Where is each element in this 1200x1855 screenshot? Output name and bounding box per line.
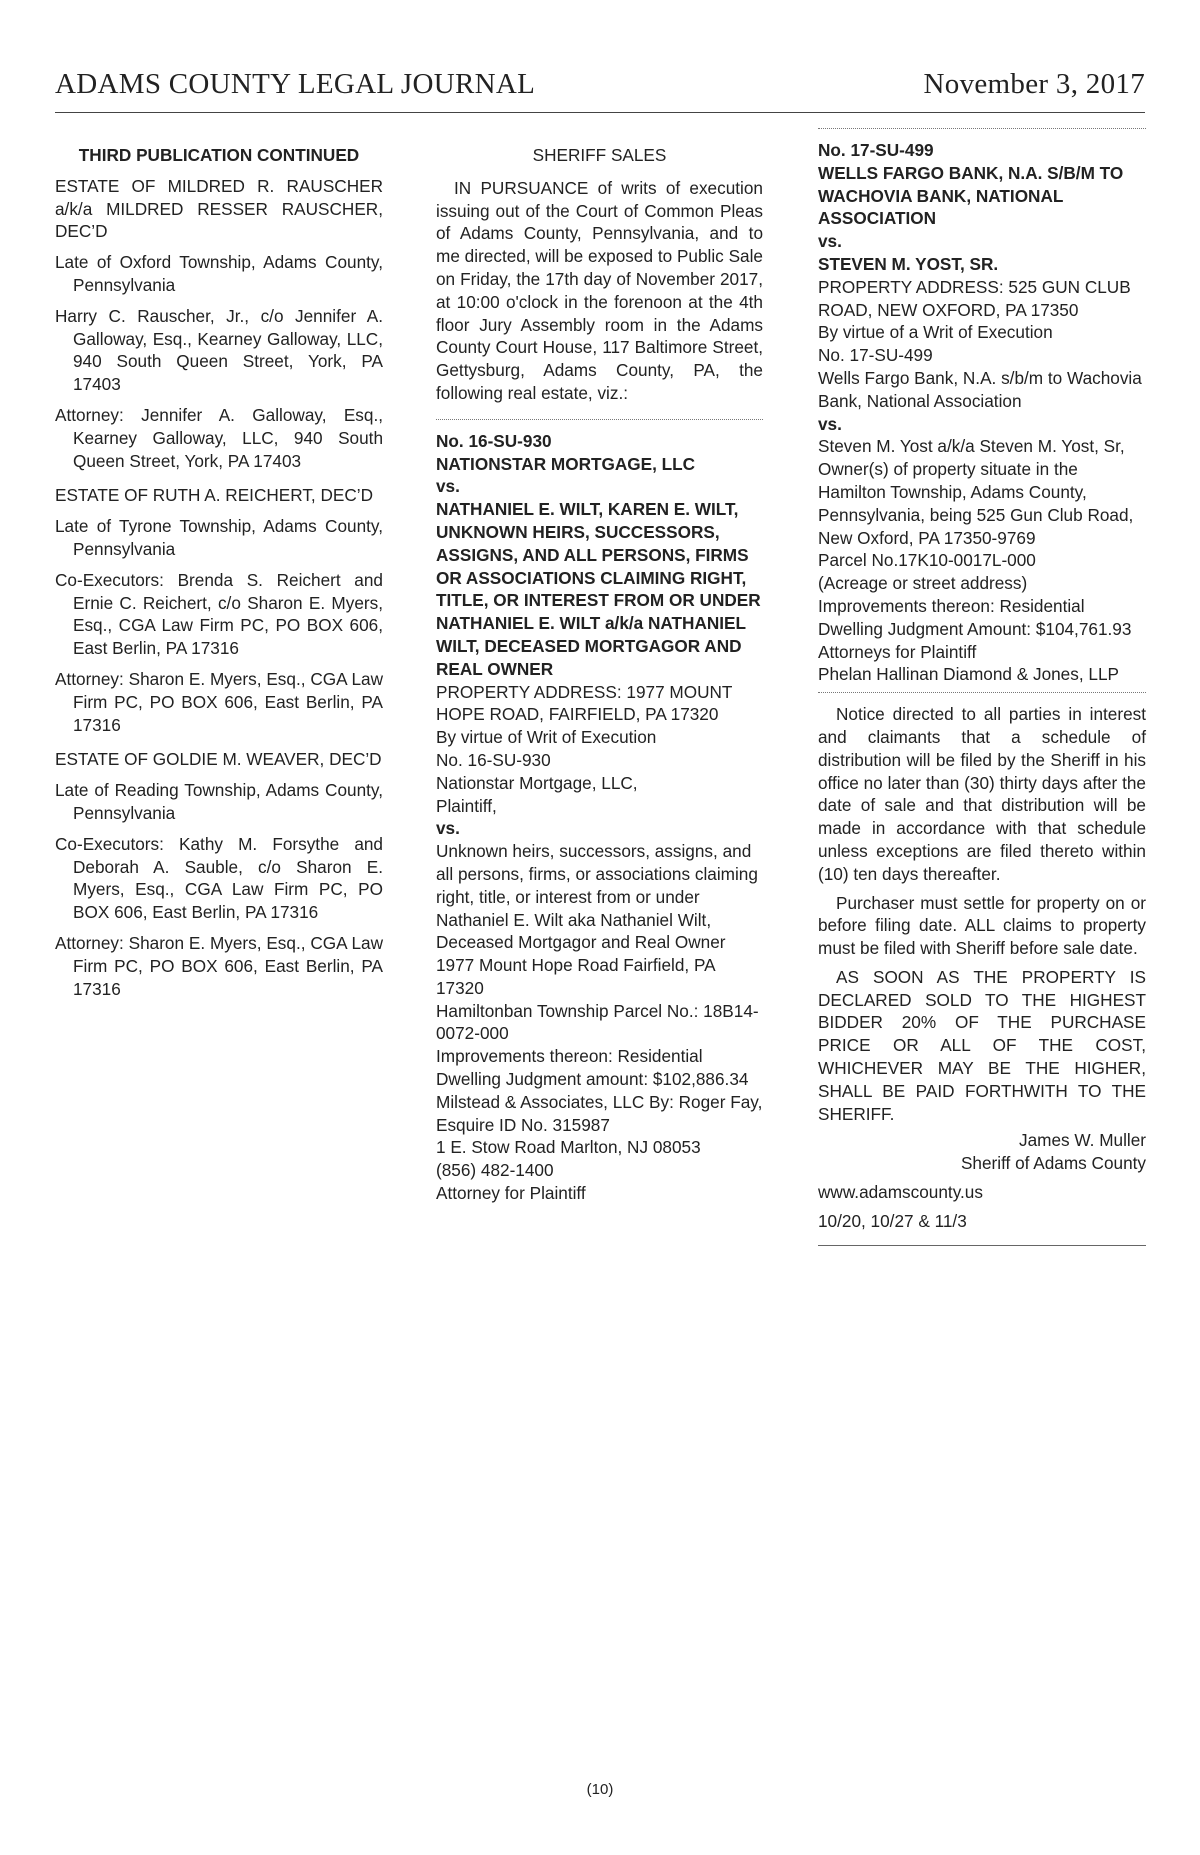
issue-date: November 3, 2017 (923, 68, 1145, 100)
sale-line: No. 16-SU-930 (436, 749, 551, 770)
estate-detail: Attorney: Sharon E. Myers, Esq., CGA Law Firm PC, PO BOX 606, East Berlin, PA 17316 (55, 668, 383, 735)
sale-line: Nationstar Mortgage, LLC, (436, 772, 638, 793)
section-heading: SHERIFF SALES (532, 145, 667, 165)
estate-detail: Attorney: Jennifer A. Galloway, Esq., Kearney Galloway, LLC, 940 South Queen Street, York, PA 17403 (55, 404, 383, 471)
end-rule (818, 1245, 1146, 1246)
estate-name: ESTATE OF GOLDIE M. WEAVER, DEC’D (55, 749, 382, 770)
sale-line: Unknown heirs, successors, assigns, and all persons, firms, or associations claiming right, title, or interest from or under Nathaniel E. Wilt aka Nathaniel Wilt, Deceased Mortgagor and Real Owner (436, 841, 758, 953)
journal-title: ADAMS COUNTY LEGAL JOURNAL (55, 68, 536, 100)
sale-line: Improvements thereon: Residential Dwelling Judgment Amount: $104,761.93 (818, 595, 1132, 639)
page-number: (10) (586, 1781, 614, 1798)
sale-intro: IN PURSUANCE of writs of execution issuing out of the Court of Common Pleas of Adams County, Pennsylvania, and to me directed, will be exposed to Public Sale on Friday, the 17th day of November 2017, at 10:00 o'clock in the forenoon at the 4th floor Jury Assembly room in the Adams County Court House, 117 Baltimore Street, Gettysburg, Adams County, PA, the following real estate, viz.: (436, 177, 763, 403)
sale-line: Phelan Hallinan Diamond & Jones, LLP (818, 664, 1119, 685)
sale-line: Plaintiff, (436, 795, 497, 816)
estate-detail: Late of Reading Township, Adams County, Pennsylvania (55, 780, 383, 823)
sale-line: PROPERTY ADDRESS: 525 GUN CLUB ROAD, NEW OXFORD, PA 17350 (818, 276, 1131, 320)
estate-name: ESTATE OF RUTH A. REICHERT, DEC’D (55, 485, 373, 506)
purchaser-notice: Purchaser must settle for property on or before filing date. ALL claims to property must be filed with Sheriff before sale date. (818, 892, 1146, 959)
estate-detail: Co-Executors: Kathy M. Forsythe and Deborah A. Sauble, c/o Sharon E. Myers, Esq., CGA Law Firm PC, PO BOX 606, East Berlin, PA 17316 (55, 833, 383, 923)
sale-line: Milstead & Associates, LLC By: Roger Fay, Esquire ID No. 315987 (436, 1091, 763, 1135)
estate-name: ESTATE OF MILDRED R. RAUSCHER a/k/a MILDRED RESSER RAUSCHER, DEC’D (55, 175, 383, 242)
versus-label: vs. (436, 476, 460, 497)
estate-detail: Attorney: Sharon E. Myers, Esq., CGA Law Firm PC, PO BOX 606, East Berlin, PA 17316 (55, 932, 383, 999)
sale-line: New Oxford, PA 17350-9769 (818, 527, 1036, 548)
estate-detail: Co-Executors: Brenda S. Reichert and Ernie C. Reichert, c/o Sharon E. Myers, Esq., CGA Law Firm PC, PO BOX 606, East Berlin, PA 17316 (55, 569, 383, 659)
estate-detail: Harry C. Rauscher, Jr., c/o Jennifer A. Galloway, Esq., Kearney Galloway, LLC, 940 South Queen Street, York, PA 17403 (55, 305, 383, 395)
payment-notice: AS SOON AS THE PROPERTY IS DECLARED SOLD TO THE HIGHEST BIDDER 20% OF THE PURCHASE PRICE OR ALL OF THE COST, WHICHEVER MAY BE THE HIGHER, SHALL BE PAID FORTHWITH TO THE SHERIFF. (818, 966, 1146, 1124)
dotted-divider (818, 692, 1146, 693)
versus-label: vs. (818, 231, 842, 252)
publication-dates: 10/20, 10/27 & 11/3 (818, 1210, 967, 1231)
estate-detail: Late of Tyrone Township, Adams County, Pennsylvania (55, 516, 383, 559)
sale-line: By virtue of Writ of Execution (436, 727, 657, 748)
sale-line: Attorney for Plaintiff (436, 1183, 586, 1204)
estate-notice (55, 484, 383, 736)
dotted-divider (818, 128, 1146, 129)
sale-line: No. 17-SU-499 (818, 345, 933, 366)
sale-line: 1 E. Stow Road Marlton, NJ 08053 (436, 1137, 701, 1158)
sheriff-title: Sheriff of Adams County (960, 1153, 1146, 1174)
sale-line: 1977 Mount Hope Road Fairfield, PA 17320 (436, 955, 715, 998)
case-defendant: STEVEN M. YOST, SR. (818, 253, 999, 274)
estate-notice (55, 748, 383, 1000)
sheriff-name: James W. Muller (1018, 1130, 1146, 1151)
sale-line: Attorneys for Plaintiff (818, 641, 977, 662)
distribution-notice: Notice directed to all parties in interest and claimants that a schedule of distribution will be filed by the Sheriff in his office no later than (30) thirty days after the date of sale and that distribution will be made in accordance with that schedule unless exceptions are filed thereto within (10) ten days thereafter. (818, 704, 1146, 884)
sale-line: By virtue of a Writ of Execution (818, 322, 1053, 343)
case-number: No. 16-SU-930 (436, 430, 552, 451)
sale-line: (856) 482-1400 (436, 1160, 554, 1181)
estate-notice (55, 175, 383, 473)
sale-line: Parcel No.17K10-0017L-000 (818, 550, 1036, 571)
column-sheriff-sales-continued (818, 128, 1146, 1246)
sale-line: Improvements thereon: Residential Dwelling Judgment amount: $102,886.34 (436, 1046, 749, 1090)
versus-label: vs. (436, 818, 460, 839)
website-link[interactable]: www.adamscounty.us (818, 1182, 983, 1203)
column-estates (55, 144, 383, 1000)
section-heading: THIRD PUBLICATION CONTINUED (78, 145, 360, 165)
sale-line: Hamiltonban Township Parcel No.: 18B14-0072-000 (436, 1000, 759, 1044)
versus-label: vs. (818, 413, 842, 434)
column-sheriff-sales (436, 144, 763, 1205)
sale-line: Steven M. Yost a/k/a Steven M. Yost, Sr, Owner(s) of property situate in the Hamilton Township, Adams County, Pennsylvania, being 525 Gun Club Road, (818, 436, 1134, 525)
case-plaintiff: WELLS FARGO BANK, N.A. S/B/M TO WACHOVIA BANK, NATIONAL ASSOCIATION (818, 162, 1124, 229)
sale-line: (Acreage or street address) (818, 573, 1028, 594)
case-number: No. 17-SU-499 (818, 140, 934, 160)
sale-line: PROPERTY ADDRESS: 1977 MOUNT HOPE ROAD, FAIRFIELD, PA 17320 (436, 681, 733, 725)
dotted-divider (436, 419, 763, 420)
case-plaintiff: NATIONSTAR MORTGAGE, LLC (436, 453, 696, 474)
case-defendants: NATHANIEL E. WILT, KAREN E. WILT, UNKNOWN HEIRS, SUCCESSORS, ASSIGNS, AND ALL PERSONS, FIRMS OR ASSOCIATIONS CLAIMING RIGHT, TITLE, OR INTEREST FROM OR UNDER NATHANIEL E. WILT a/k/a NATHANIEL WILT, DECEASED MORTGAGOR AND REAL OWNER (436, 499, 761, 679)
sale-line: Wells Fargo Bank, N.A. s/b/m to Wachovia Bank, National Association (818, 367, 1142, 411)
estate-detail: Late of Oxford Township, Adams County, Pennsylvania (55, 252, 383, 295)
journal-header (55, 68, 1145, 113)
